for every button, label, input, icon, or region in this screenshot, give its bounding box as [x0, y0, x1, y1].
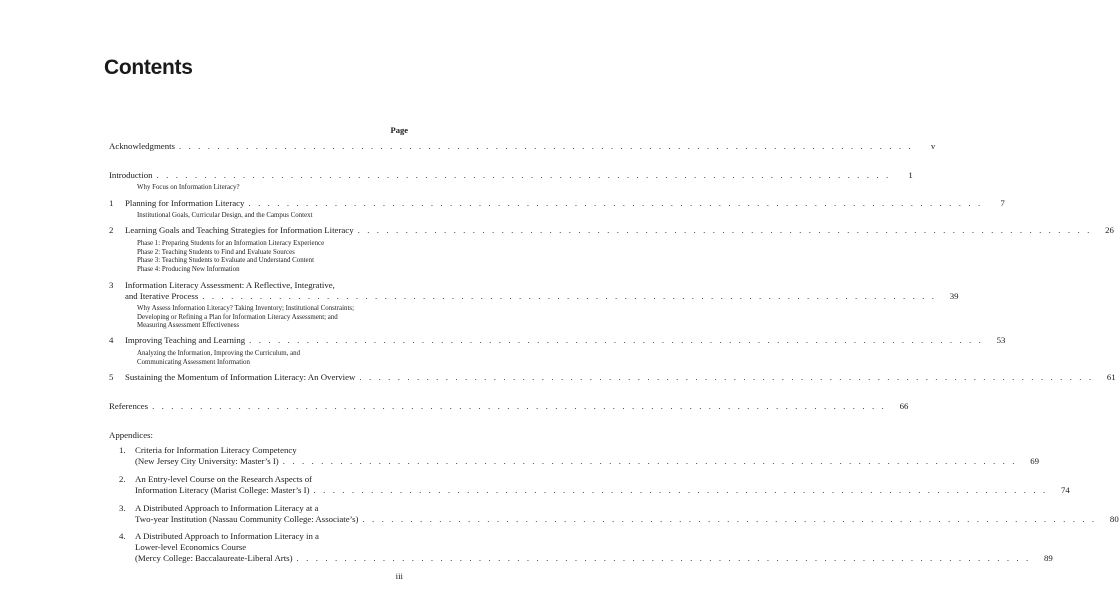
page-column-header: Page: [390, 125, 408, 135]
toc-label: Sustaining the Momentum of Information Literacy: An Overview: [125, 372, 356, 382]
subtopic-line: Phase 2: Teaching Students to Find and Evaluate Sources: [137, 248, 295, 256]
toc-label: Improving Teaching and Learning: [125, 335, 246, 345]
leader-dots: . . . . . . . . . . . . . . . . . . . . . . . . . . . . . . . . . . . . . . . . . . . . . . . . . . . . . . . . . . . . . . . . . . . . . . . . . . . . .: [282, 456, 1018, 466]
appendix-number: 4.: [119, 531, 126, 541]
toc-subtopics-chapter-1: Institutional Goals, Curricular Design, and the Campus Context: [137, 212, 313, 219]
subtopic-line: Phase 1: Preparing Students for an Information Literacy Experience: [137, 240, 325, 247]
appendix-number: 1.: [119, 445, 126, 455]
toc-subtopics-chapter-2: [137, 240, 397, 274]
leader-dots: . . . . . . . . . . . . . . . . . . . . . . . . . . . . . . . . . . . . . . . . . . . . . . . . . . . . . . . . . . . . . . . . . . . . . . . . . . . . .: [156, 170, 891, 180]
toc-entry-appendix-2: [119, 474, 1070, 496]
toc-page-number: 89: [1044, 553, 1053, 563]
toc-label: Introduction: [109, 170, 153, 180]
leader-dots: . . . . . . . . . . . . . . . . . . . . . . . . . . . . . . . . . . . . . . . . . . . . . . . . . . . . . . . . . . . . . . . . . . . . . . . . . . . . .: [248, 198, 983, 208]
subtopic-line: Analyzing the Information, Improving the Curriculum, and: [137, 350, 301, 357]
toc-label-continued: Two-year Institution (Nassau Community College: Associate’s): [135, 514, 359, 524]
leader-dots: . . . . . . . . . . . . . . . . . . . . . . . . . . . . . . . . . . . . . . . . . . . . . . . . . . . . . . . . . . . . . . . . . . . . . . . . . . . . .: [357, 225, 1092, 235]
appendix-number: 3.: [119, 503, 126, 513]
toc-page-number: 61: [1106, 372, 1116, 382]
toc-entry-chapter-4: [109, 335, 1006, 346]
leader-dots: . . . . . . . . . . . . . . . . . . . . . . . . . . . . . . . . . . . . . . . . . . . . . . . . . . . . . . . . . . . . . . . . . . . . . . . . . . . . .: [313, 485, 1048, 495]
toc-entry-chapter-3: [109, 280, 959, 302]
toc-entry-references: [109, 401, 909, 412]
toc-page-number: 74: [1060, 485, 1070, 495]
toc-entry-acknowledgments: [109, 141, 936, 152]
toc-page-number: 26: [1105, 225, 1114, 235]
appendices-heading: Appendices:: [109, 430, 153, 440]
toc-label-continued: Information Literacy (Marist College: Master’s I): [135, 485, 310, 495]
toc-subtopics-chapter-3: [137, 305, 397, 331]
toc-page-number: v: [930, 141, 936, 151]
toc-entry-chapter-1: [109, 198, 1005, 209]
toc-page-number: 80: [1109, 514, 1119, 524]
subtopic-line: Developing or Refining a Plan for Information Literacy Assessment; and: [137, 313, 338, 321]
toc-page-number: 69: [1030, 456, 1040, 466]
toc-label: A Distributed Approach to Information Literacy in a: [135, 531, 319, 541]
leader-dots: . . . . . . . . . . . . . . . . . . . . . . . . . . . . . . . . . . . . . . . . . . . . . . . . . . . . . . . . . . . . . . . . . . . . . . . . . . . . .: [202, 291, 937, 301]
subtopic-line: Why Assess Information Literacy? Taking Inventory; Institutional Constraints;: [137, 305, 354, 312]
toc-entry-appendix-4: [119, 531, 1053, 564]
toc-subtopics-chapter-4: [137, 350, 397, 367]
leader-dots: . . . . . . . . . . . . . . . . . . . . . . . . . . . . . . . . . . . . . . . . . . . . . . . . . . . . . . . . . . . . . . . . . . . . . . . . . . . . .: [362, 514, 1097, 524]
toc-label-continued: Lower-level Economics Course: [135, 542, 247, 552]
folio-page-number: iii: [395, 571, 403, 581]
toc-label: Information Literacy Assessment: A Reflective, Integrative,: [125, 280, 335, 290]
toc-label: A Distributed Approach to Information Literacy at a: [135, 503, 319, 513]
leader-dots: . . . . . . . . . . . . . . . . . . . . . . . . . . . . . . . . . . . . . . . . . . . . . . . . . . . . . . . . . . . . . . . . . . . . . . . . . . . . .: [178, 141, 914, 151]
leader-dots: . . . . . . . . . . . . . . . . . . . . . . . . . . . . . . . . . . . . . . . . . . . . . . . . . . . . . . . . . . . . . . . . . . . . . . . . . . . . .: [359, 372, 1094, 382]
toc-page-number: 7: [1000, 198, 1005, 208]
toc-label-continued: (New Jersey City University: Master’s I): [135, 456, 279, 466]
toc-entry-chapter-2: [109, 225, 1114, 236]
toc-label: Acknowledgments: [109, 141, 175, 151]
toc-label: Criteria for Information Literacy Competency: [135, 445, 297, 455]
toc-label-continued: (Mercy College: Baccalaureate-Liberal Arts): [135, 553, 293, 563]
toc-page-number: 66: [899, 401, 909, 411]
chapter-number: 2: [109, 225, 114, 235]
toc-label-continued: and Iterative Process: [125, 291, 199, 301]
chapter-number: 4: [109, 335, 114, 345]
leader-dots: . . . . . . . . . . . . . . . . . . . . . . . . . . . . . . . . . . . . . . . . . . . . . . . . . . . . . . . . . . . . . . . . . . . . . . . . . . . . .: [152, 401, 887, 411]
toc-entry-appendix-1: [119, 445, 1040, 467]
toc-page-number: 39: [949, 291, 959, 301]
chapter-number: 3: [109, 280, 114, 290]
page-title: Contents: [104, 56, 193, 79]
toc-subtopics-introduction: Why Focus on Information Literacy?: [137, 184, 240, 191]
toc-label: Learning Goals and Teaching Strategies for Information Literacy: [125, 225, 354, 235]
toc-entry-appendix-3: [119, 503, 1119, 525]
toc-page-number: 53: [996, 335, 1006, 345]
subtopic-line: Phase 4: Producing New Information: [137, 265, 240, 273]
chapter-number: 5: [109, 372, 114, 382]
chapter-number: 1: [109, 198, 114, 208]
subtopic-line: Measuring Assessment Effectiveness: [137, 322, 240, 330]
toc-entry-introduction: [109, 170, 913, 181]
subtopic-line: Phase 3: Teaching Students to Evaluate and Understand Content: [137, 257, 314, 265]
leader-dots: . . . . . . . . . . . . . . . . . . . . . . . . . . . . . . . . . . . . . . . . . . . . . . . . . . . . . . . . . . . . . . . . . . . . . . . . . . . . .: [296, 553, 1031, 563]
toc-label: Planning for Information Literacy: [125, 198, 245, 208]
toc-page-number: 1: [908, 170, 913, 180]
toc-label: An Entry-level Course on the Research Aspects of: [135, 474, 313, 484]
appendix-number: 2.: [119, 474, 126, 484]
toc-label: References: [109, 401, 149, 411]
leader-dots: . . . . . . . . . . . . . . . . . . . . . . . . . . . . . . . . . . . . . . . . . . . . . . . . . . . . . . . . . . . . . . . . . . . . . . . . . . . . .: [249, 335, 984, 345]
toc-entry-chapter-5: [109, 372, 1116, 383]
subtopic-line: Communicating Assessment Information: [137, 358, 250, 366]
